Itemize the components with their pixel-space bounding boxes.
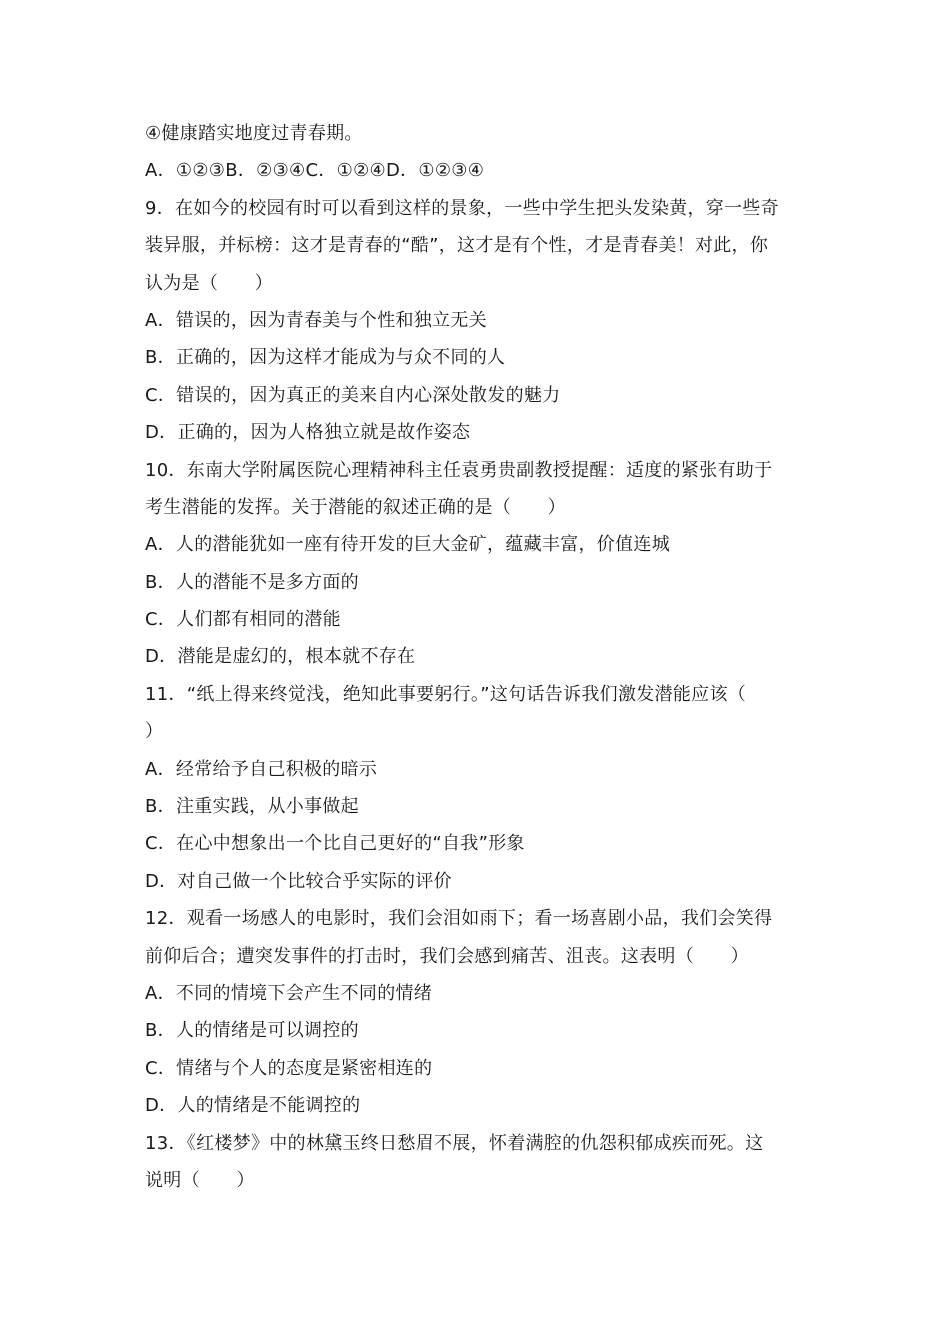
question-9-option-b: B．正确的，因为这样才能成为与众不同的人	[145, 347, 506, 369]
question-9-option-a: A．错误的，因为青春美与个性和独立无关	[145, 309, 488, 331]
question-9-text: 认为是（ ）	[145, 272, 274, 294]
question-12-text: 12．观看一场感人的电影时，我们会泪如雨下；看一场喜剧小品，我们会笑得	[145, 908, 773, 930]
question-12-option-d: D．人的情绪是不能调控的	[145, 1095, 361, 1117]
question-10-option-c: C．人们都有相同的潜能	[145, 609, 341, 631]
answer-options-line: A．①②③B．②③④C．①②④D．①②③④	[145, 160, 485, 182]
question-12-option-c: C．情绪与个人的态度是紧密相连的	[145, 1057, 433, 1079]
question-12-option-a: A．不同的情境下会产生不同的情绪	[145, 982, 433, 1004]
question-9-text: 9．在如今的校园有时可以看到这样的景象，一些中学生把头发染黄，穿一些奇	[145, 197, 779, 219]
question-9-text: 装异服，并标榜：这才是青春的“酷”，这才是有个性，才是青春美！对此，你	[145, 235, 769, 257]
question-11-option-c: C．在心中想象出一个比自己更好的“自我”形象	[145, 833, 525, 855]
question-9-option-d: D．正确的，因为人格独立就是故作姿态	[145, 422, 471, 444]
question-10-text: 考生潜能的发挥。关于潜能的叙述正确的是（ ）	[145, 496, 566, 518]
question-11-option-a: A．经常给予自己积极的暗示	[145, 758, 378, 780]
question-10-text: 10．东南大学附属医院心理精神科主任袁勇贵副教授提醒：适度的紧张有助于	[145, 459, 773, 481]
question-12-text: 前仰后合；遭突发事件的打击时，我们会感到痛苦、沮丧。这表明（ ）	[145, 945, 749, 967]
question-11-option-b: B．注重实践，从小事做起	[145, 796, 359, 818]
text-line: ④健康踏实地度过青春期。	[145, 123, 363, 144]
question-11-text: 11．“纸上得来终觉浅，绝知此事要躬行。”这句话告诉我们激发潜能应该（	[145, 683, 747, 705]
document-body	[145, 115, 825, 1199]
question-10-option-a: A．人的潜能犹如一座有待开发的巨大金矿，蕴藏丰富，价值连城	[145, 534, 671, 556]
question-13-text: 说明（ ）	[145, 1169, 255, 1191]
question-10-option-b: B．人的潜能不是多方面的	[145, 571, 359, 593]
question-11-option-d: D．对自己做一个比较合乎实际的评价	[145, 870, 452, 892]
question-9-option-c: C．错误的，因为真正的美来自内心深处散发的魅力	[145, 384, 561, 406]
question-12-option-b: B．人的情绪是可以调控的	[145, 1020, 359, 1042]
question-11-text: ）	[145, 721, 164, 743]
question-10-option-d: D．潜能是虚幻的，根本就不存在	[145, 646, 416, 668]
question-13-text: 13．《红楼梦》中的林黛玉终日愁眉不展，怀着满腔的仇怨积郁成疾而死。这	[145, 1132, 764, 1154]
